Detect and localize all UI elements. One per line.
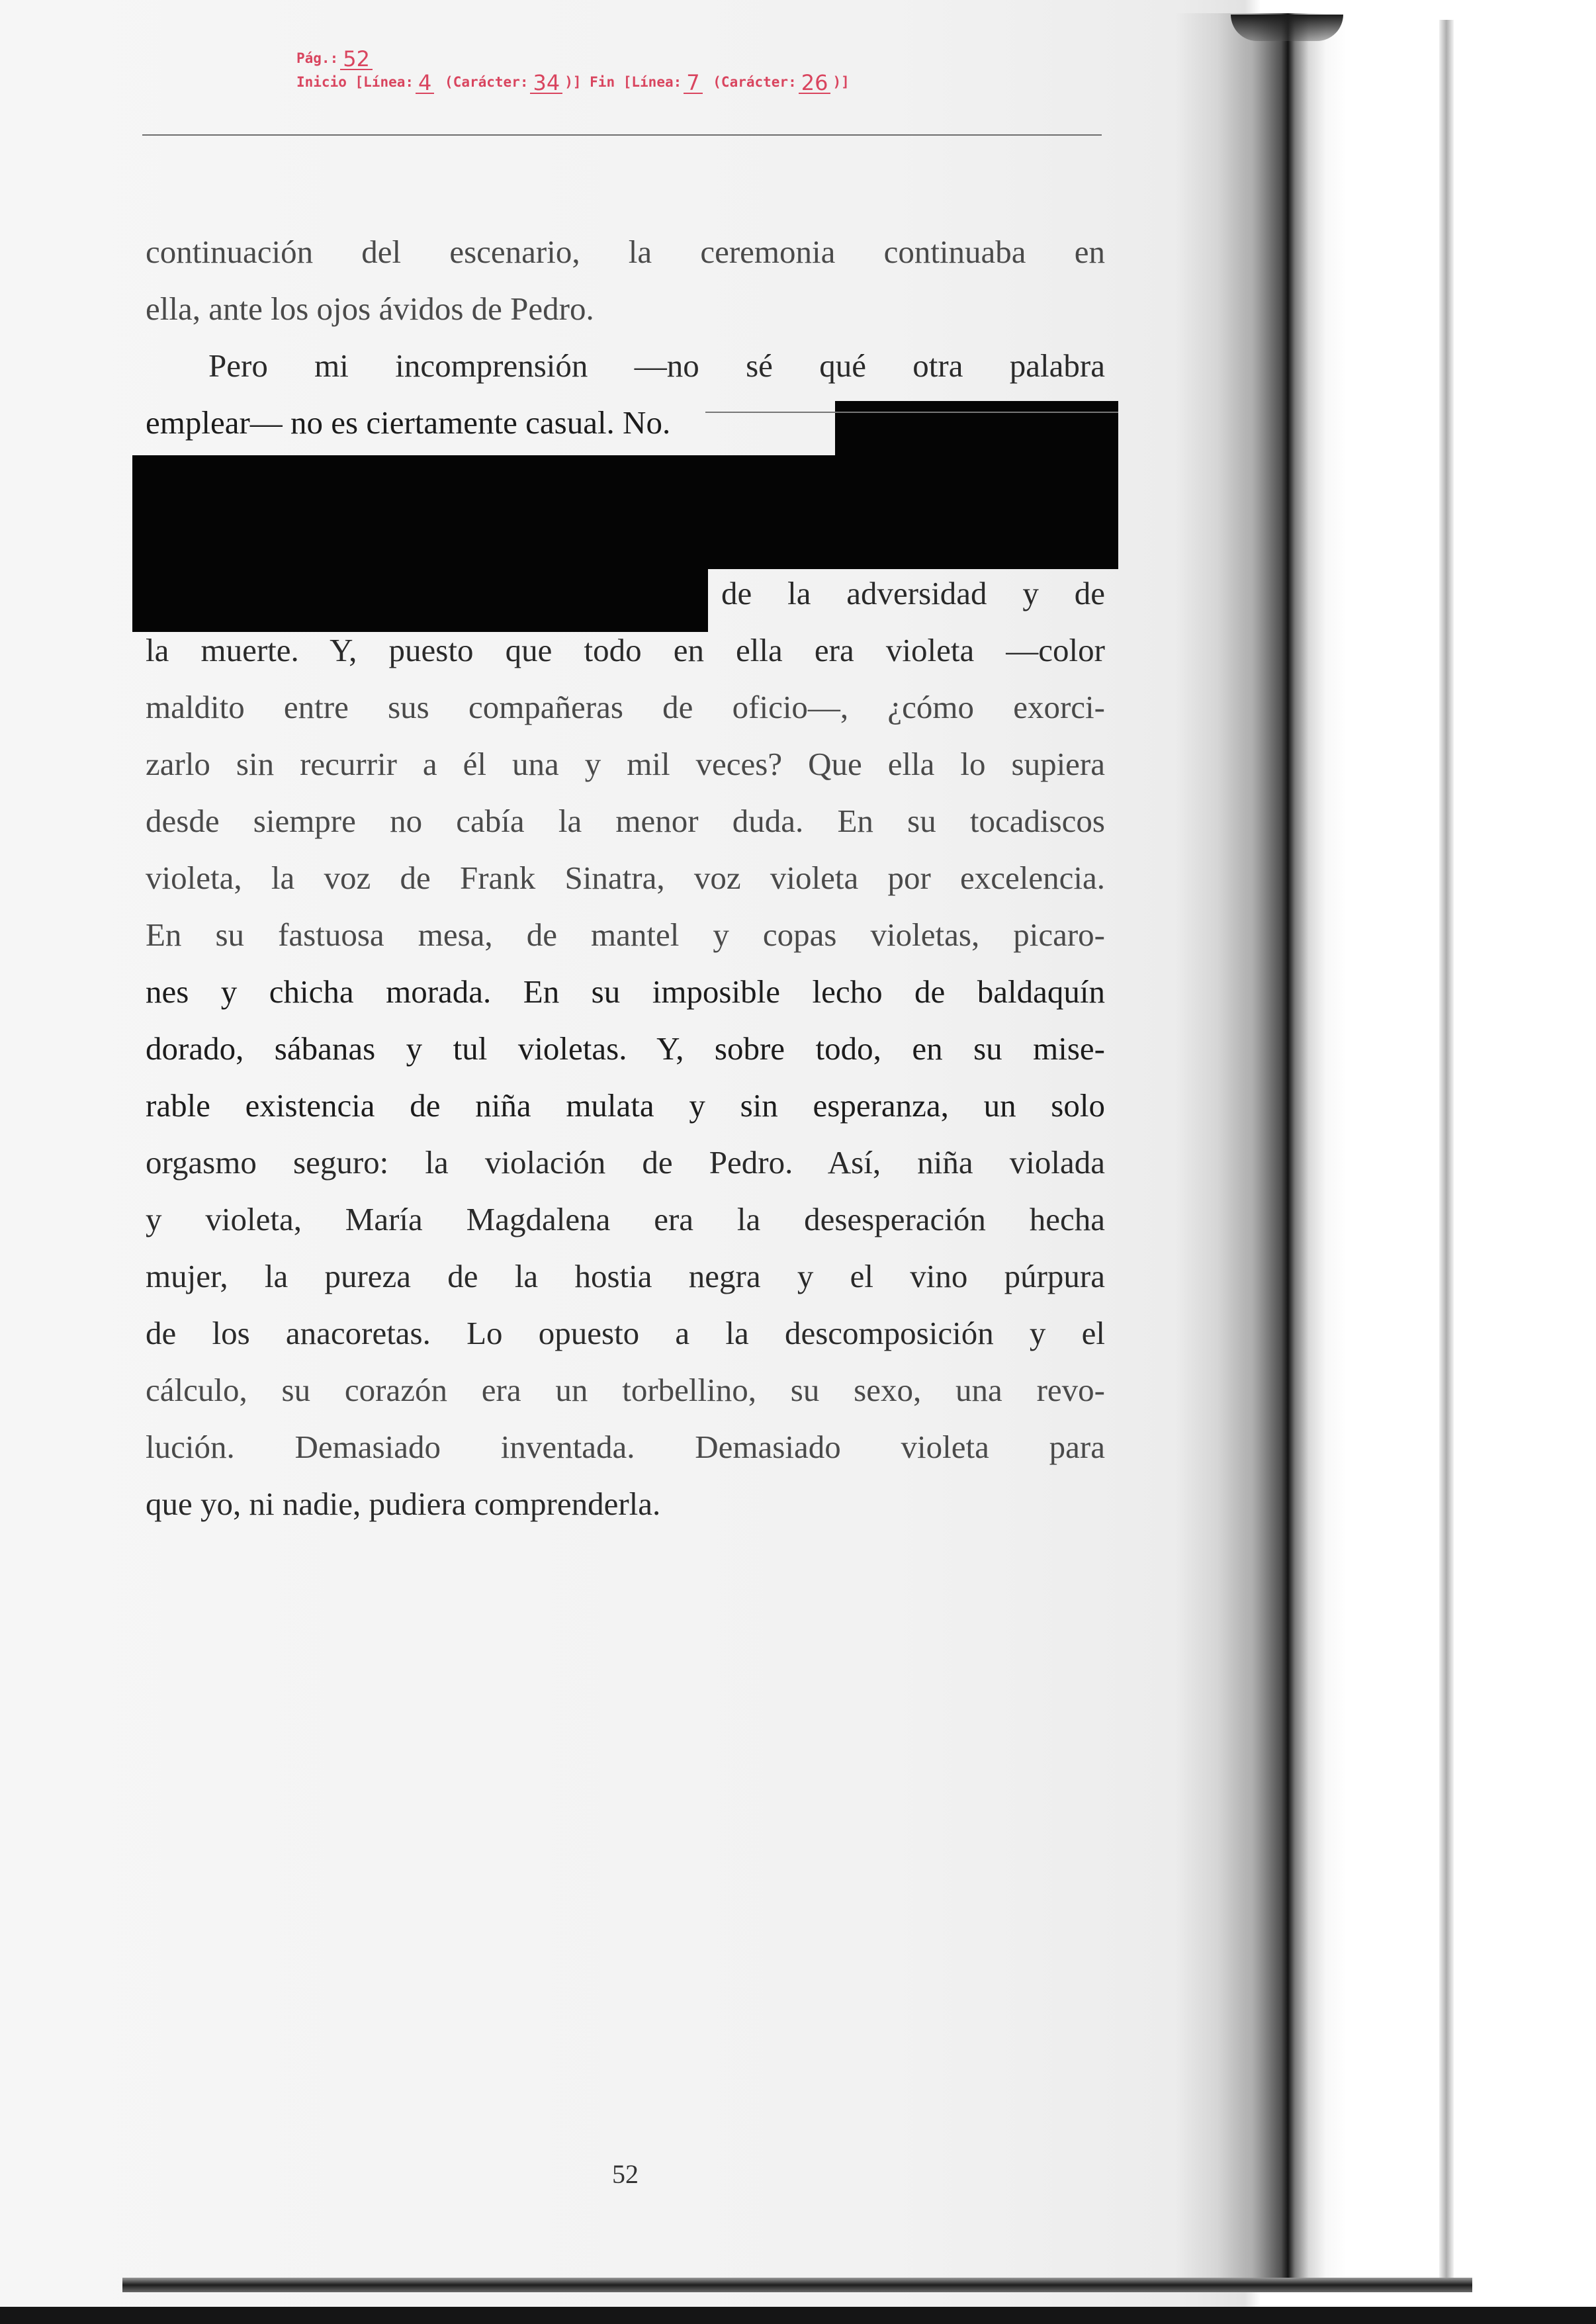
text-line: que yo, ni nadie, pudiera comprenderla. <box>146 1486 661 1522</box>
caracter-label-end: (Carácter: <box>713 74 797 90</box>
book-spine-shadow <box>1175 13 1347 2290</box>
text-line: nes y chicha morada. En su imposible lecho de baldaquín <box>146 973 1105 1010</box>
text-line: maldito entre sus compañeras de oficio—, ¿cómo exorci- <box>146 689 1105 725</box>
scanner-bottom-strip <box>0 2307 1596 2324</box>
text-line: de la adversidad y de <box>721 575 1105 611</box>
text-line: continuación del escenario, la ceremonia continuaba en <box>146 234 1105 270</box>
redaction-block <box>132 569 708 632</box>
close-bracket-start: )] <box>564 74 582 90</box>
linea-label-start: [Línea: <box>355 74 414 90</box>
text-line: Pero mi incomprensión —no sé qué otra palabra <box>208 347 1105 384</box>
start-char-value: 34 <box>530 73 562 94</box>
header-rule <box>142 134 1102 136</box>
text-line: desde siempre no cabía la menor duda. En su tocadiscos <box>146 803 1105 839</box>
start-line-value: 4 <box>416 73 434 94</box>
text-line: mujer, la pureza de la hostia negra y el vino púrpura <box>146 1258 1105 1294</box>
text-line: ella, ante los ojos ávidos de Pedro. <box>146 290 594 327</box>
text-line: de los anacoretas. Lo opuesto a la descomposición y el <box>146 1315 1105 1351</box>
page-bottom-edge <box>122 2278 1472 2292</box>
end-line-value: 7 <box>684 73 702 94</box>
text-line: En su fastuosa mesa, de mantel y copas violetas, picaro- <box>146 916 1105 953</box>
close-bracket-end: )] <box>832 74 850 90</box>
redaction-edge-line <box>705 412 1118 413</box>
text-line: violeta, la voz de Frank Sinatra, voz violeta por excelencia. <box>146 860 1105 896</box>
fin-label: Fin <box>590 74 615 90</box>
page-number: 52 <box>612 2159 639 2189</box>
annotation-stamp <box>296 46 1157 94</box>
end-char-value: 26 <box>799 73 831 94</box>
linea-label-end: [Línea: <box>623 74 682 90</box>
text-line: la muerte. Y, puesto que todo en ella era violeta —color <box>146 632 1105 668</box>
text-line: emplear— no es ciertamente casual. No. <box>146 404 671 441</box>
text-line: dorado, sábanas y tul violetas. Y, sobre todo, en su mise- <box>146 1030 1105 1067</box>
caracter-label-start: (Carácter: <box>445 74 529 90</box>
text-line: rable existencia de niña mulata y sin esperanza, un solo <box>146 1087 1105 1124</box>
facing-page-edge <box>1439 20 1454 2283</box>
spine-top-shadow <box>1231 15 1343 41</box>
redaction-block <box>835 401 1118 455</box>
text-line: y violeta, María Magdalena era la desesperación hecha <box>146 1201 1105 1237</box>
text-line: zarlo sin recurrir a él una y mil veces? Que ella lo supiera <box>146 746 1105 782</box>
redaction-block <box>132 455 1118 569</box>
text-line: orgasmo seguro: la violación de Pedro. Así, niña violada <box>146 1144 1105 1181</box>
page-value: 52 <box>340 49 373 70</box>
page-label: Pág.: <box>296 50 339 66</box>
text-line: lución. Demasiado inventada. Demasiado violeta para <box>146 1429 1105 1465</box>
inicio-label: Inicio <box>296 74 347 90</box>
text-line: cálculo, su corazón era un torbellino, su sexo, una revo- <box>146 1372 1105 1408</box>
